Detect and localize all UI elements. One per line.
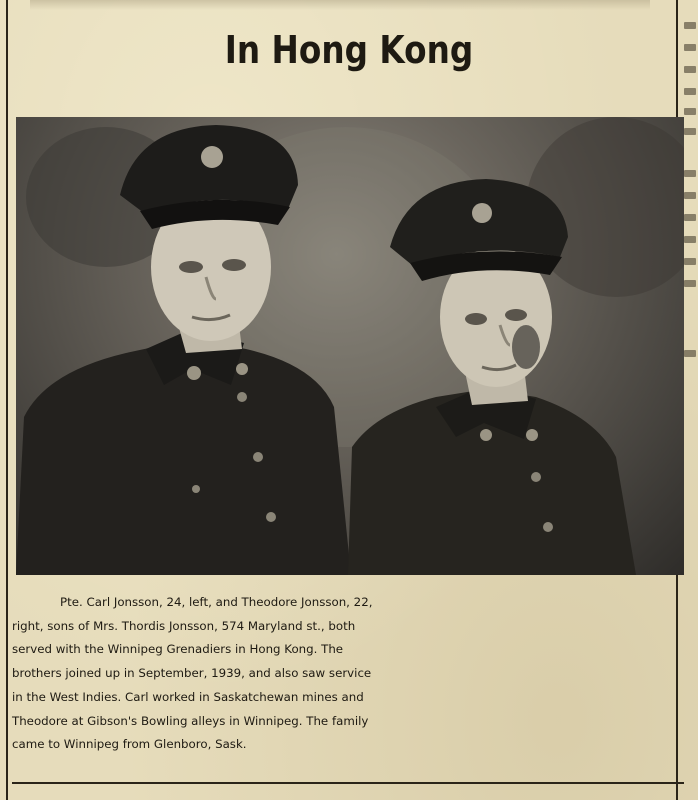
- column-rule-left: [6, 0, 8, 800]
- bottom-rule: [12, 782, 684, 784]
- portrait-photo: [16, 117, 684, 575]
- caption-line: in the West Indies. Carl worked in Saskatchewan mines and: [12, 689, 364, 704]
- caption-line: brothers joined up in September, 1939, and also saw service: [12, 666, 372, 681]
- caption-line: served with the Winnipeg Grenadiers in Hong Kong. The: [12, 642, 344, 657]
- caption-line: right, sons of Mrs. Thordis Jonsson, 574 Maryland st., both: [12, 618, 356, 633]
- bleed-through-text: [30, 0, 650, 10]
- photo-caption: [12, 591, 688, 757]
- caption-line: came to Winnipeg from Glenboro, Sask.: [12, 737, 247, 752]
- caption-line: Theodore at Gibson's Bowling alleys in Winnipeg. The family: [12, 713, 369, 728]
- portrait-illustration: [16, 117, 684, 575]
- headline: In Hong Kong: [224, 28, 474, 72]
- caption-line: Pte. Carl Jonsson, 24, left, and Theodore Jonsson, 22,: [60, 595, 373, 609]
